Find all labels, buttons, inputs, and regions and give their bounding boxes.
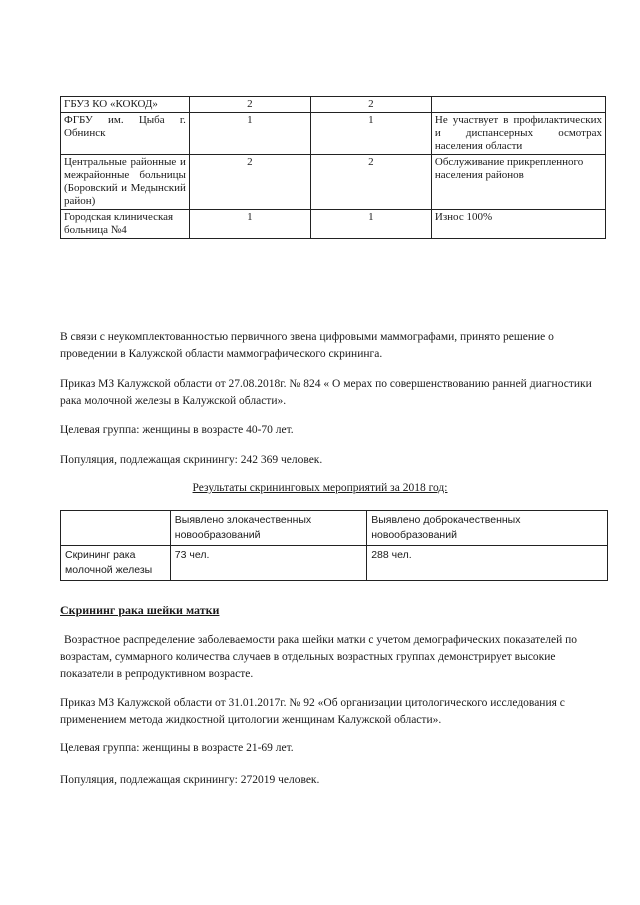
table-cell-note <box>431 97 605 113</box>
table-cell-count: 1 <box>310 113 431 155</box>
paragraph-order-824: Приказ МЗ Калужской области от 27.08.2018г. № 824 « О мерах по совершенствованию ранней диагностики рака молочной железы в Калужской области». <box>60 378 592 407</box>
table-header-row <box>61 511 608 546</box>
results-caption: Результаты скрининговых мероприятий за 2018 год: <box>192 482 448 494</box>
paragraph-target-group-2: Целевая группа: женщины в возрасте 21-69 лет. <box>60 742 294 754</box>
table-cell-org: Центральные районные и межрайонные больницы (Боровский и Медынский район) <box>61 155 190 210</box>
table-row <box>61 546 608 581</box>
screening-results-table <box>60 510 608 581</box>
table-cell-note: Не участвует в профилактических и диспансерных осмотрах населения области <box>431 113 605 155</box>
table-cell-note: Обслуживание прикрепленного населения районов <box>431 155 605 210</box>
paragraph-age-distribution: Возрастное распределение заболеваемости рака шейки матки с учетом демографических показателей по возрастам, суммарного количества случаев в отдельных возрастных группах демонстрирует высокие показатели в репродуктивном возрасте. <box>60 634 578 680</box>
section-heading-cervical-screening: Скрининг рака шейки матки <box>60 603 220 617</box>
table-cell-count: 1 <box>310 210 431 239</box>
table-cell-org: ГБУЗ КО «КОКОД» <box>61 97 190 113</box>
table-cell-count: 2 <box>189 97 310 113</box>
table-row <box>61 97 606 113</box>
table-cell-count: 2 <box>189 155 310 210</box>
table-cell-note: Износ 100% <box>431 210 605 239</box>
table-row <box>61 113 606 155</box>
header-malignant: Выявлено злокачественных новообразований <box>170 511 366 546</box>
table-row <box>61 155 606 210</box>
table-cell-count: 1 <box>189 210 310 239</box>
value-malignant: 73 чел. <box>170 546 366 581</box>
table-cell-org: ФГБУ им. Цыба г. Обнинск <box>61 113 190 155</box>
equipment-table <box>60 96 606 239</box>
table-row <box>61 210 606 239</box>
table-cell-empty <box>61 511 171 546</box>
paragraph-mammography-decision: В связи с неукомплектованностью первичного звена цифровыми маммографами, принято решение о проведении в Калужской области маммографического скрининга. <box>60 331 554 360</box>
paragraph-target-group: Целевая группа: женщины в возрасте 40-70 лет. <box>60 424 294 436</box>
value-benign: 288 чел. <box>367 546 608 581</box>
table-cell-org: Городская клиническая больница №4 <box>61 210 190 239</box>
row-label-breast-screening: Скрининг рака молочной железы <box>61 546 171 581</box>
paragraph-population-2: Популяция, подлежащая скринингу: 272019 человек. <box>60 774 320 786</box>
paragraph-population: Популяция, подлежащая скринингу: 242 369 человек. <box>60 454 323 466</box>
table-cell-count: 2 <box>310 155 431 210</box>
table-cell-count: 2 <box>310 97 431 113</box>
paragraph-order-92: Приказ МЗ Калужской области от 31.01.2017г. № 92 «Об организации цитологического исследования с применением метода жидкостной цитологии женщинам Калужской области». <box>60 697 565 726</box>
header-benign: Выявлено доброкачественных новообразований <box>367 511 608 546</box>
table-cell-count: 1 <box>189 113 310 155</box>
